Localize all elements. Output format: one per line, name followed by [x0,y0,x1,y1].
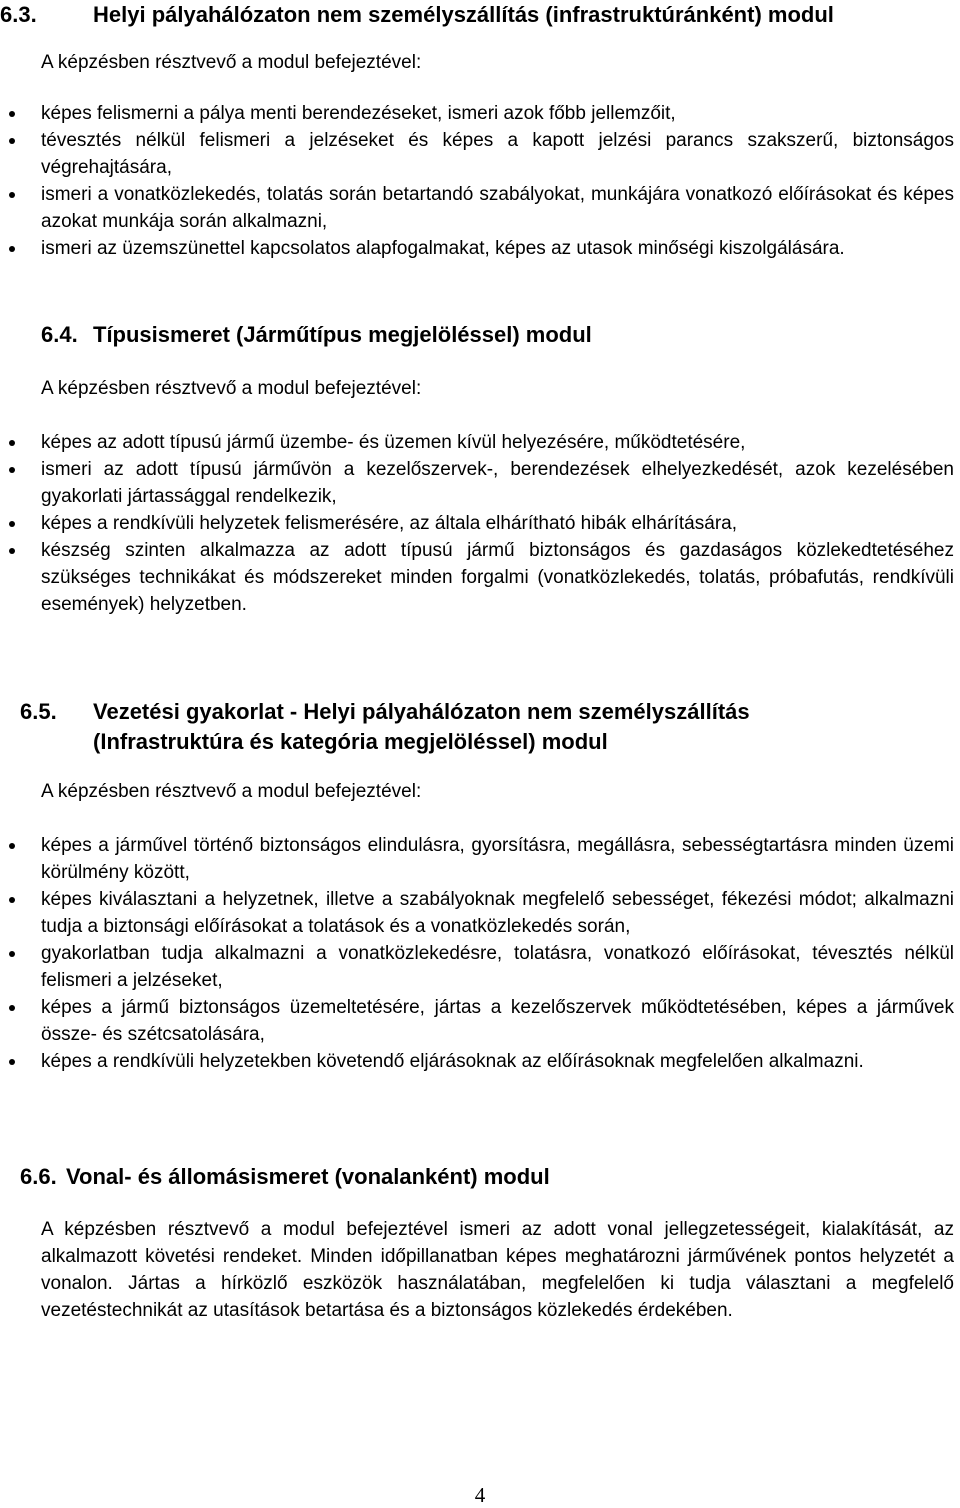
section-heading [0,0,960,30]
list-item: képes felismerni a pálya menti berendezéseket, ismeri azok főbb jellemzőit, [41,100,954,127]
section-number: 6.4. [41,322,78,347]
section-paragraph: A képzésben résztvevő a modul befejeztével ismeri az adott vonal jellegzetességeit, kialakítását, az alkalmazott követési rendeket. Minden időpillanatban képes meghatározni járművének pontos helyzetét a vonalon. Jártas a hírközlő eszközök használatában, megfelelően ki tudja választani a megfelelő vezetéstechnikát az utasítások betartása és a biztonságos közlekedés érdekében. [41,1219,954,1321]
list-item: ismeri az üzemszünettel kapcsolatos alapfogalmakat, képes az utasok minőségi kiszolgálására. [41,235,954,262]
section-intro: A képzésben résztvevő a modul befejeztével: [41,378,422,399]
section-title: Vonal- és állomásismeret (vonalanként) modul [66,1164,550,1189]
section-number: 6.6. [20,1164,57,1189]
section-6-4 [0,320,960,618]
section-number: 6.3. [0,2,37,27]
section-intro: A képzésben résztvevő a modul befejeztével: [41,52,422,73]
section-6-6 [0,1162,960,1324]
list-item: készség szinten alkalmazza az adott típusú jármű biztonságos és gazdaságos közlekedtetéséhez szükséges technikákat és módszereket minden forgalmi (vonatközlekedés, tolatás, próbafutás, rendkívüli események) helyzetben. [41,537,954,618]
section-heading [0,1162,960,1192]
list-item: gyakorlatban tudja alkalmazni a vonatközlekedésre, tolatásra, vonatkozó előírásokat, tévesztés nélkül felismeri a jelzéseket, [41,940,954,994]
bullet-list [0,429,960,618]
list-item: képes a rendkívüli helyzetekben követendő eljárásoknak az előírásoknak megfelelően alkalmazni. [41,1048,954,1075]
section-6-3 [0,0,960,262]
bullet-list [0,100,960,262]
section-title: Helyi pályahálózaton nem személyszállítás (infrastruktúránként) modul [93,2,834,27]
list-item: képes az adott típusú jármű üzembe- és üzemen kívül helyezésére, működtetésére, [41,429,954,456]
list-item: képes a járművel történő biztonságos elindulásra, gyorsításra, megállásra, sebességtartásra minden üzemi körülmény között, [41,832,954,886]
section-title: Típusismeret (Járműtípus megjelöléssel) modul [93,322,592,347]
list-item: képes kiválasztani a helyzetnek, illetve a szabályoknak megfelelő sebességet, fékezési módot; alkalmazni tudja a biztonsági előírásokat a tolatások és a vonatközlekedés során, [41,886,954,940]
list-item: ismeri a vonatközlekedés, tolatás során betartandó szabályokat, munkájára vonatkozó előírásokat és képes azokat munkája során alkalmazni, [41,181,954,235]
section-intro: A képzésben résztvevő a modul befejeztével: [41,781,422,802]
list-item: ismeri az adott típusú járművön a kezelőszervek-, berendezések elhelyezkedését, azok kezelésében gyakorlati jártassággal rendelkezik, [41,456,954,510]
section-heading [0,697,960,757]
list-item: képes a rendkívüli helyzetek felismerésére, az általa elhárítható hibák elhárítására, [41,510,954,537]
list-item: tévesztés nélkül felismeri a jelzéseket és képes a kapott jelzési parancs szakszerű, biztonságos végrehajtására, [41,127,954,181]
section-6-5 [0,697,960,1075]
list-item: képes a jármű biztonságos üzemeltetésére, jártas a kezelőszervek működtetésében, képes a járművek össze- és szétcsatolására, [41,994,954,1048]
section-heading [0,320,960,350]
section-title: Vezetési gyakorlat - Helyi pályahálózaton nem személyszállítás (Infrastruktúra és kategória megjelöléssel) modul [93,699,750,754]
bullet-list [0,832,960,1075]
page-number: 4 [474,1483,486,1507]
section-number: 6.5. [20,699,57,724]
